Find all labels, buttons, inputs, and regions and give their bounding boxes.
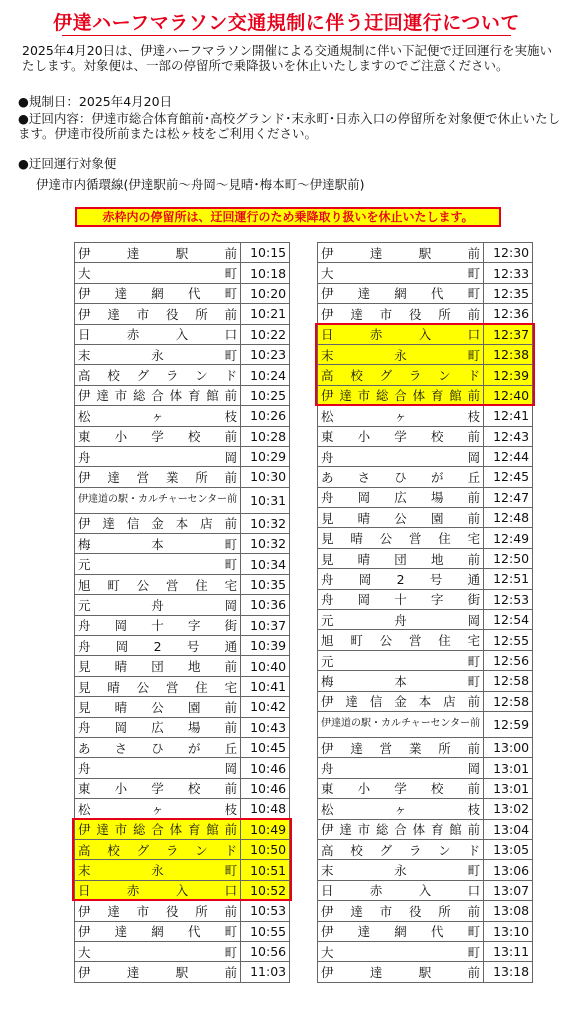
table-row <box>318 304 533 324</box>
stop-name: 旭町公営住宅 <box>75 574 241 594</box>
departure-time: 13:07 <box>484 880 533 900</box>
departure-time: 10:40 <box>241 656 290 676</box>
table-row <box>75 554 290 574</box>
intro-text: 2025年4月20日は、伊達ハーフマラソン開催による交通規制に伴い下記便で迂回運行を実施いたします。対象便は、一部の停留所で乗降扱いを休止いたしますのでご注意ください。 <box>22 43 553 73</box>
table-row <box>318 344 533 364</box>
stop-name: 舟岡2号通 <box>75 636 241 656</box>
stop-name: 高校グランド <box>75 839 241 859</box>
departure-time: 10:22 <box>241 324 290 344</box>
departure-time: 12:47 <box>484 487 533 507</box>
departure-time: 12:56 <box>484 650 533 670</box>
stop-name: 東小学校前 <box>75 426 241 446</box>
departure-time: 12:58 <box>484 691 533 711</box>
stop-name: 見晴公園前 <box>75 697 241 717</box>
table-row <box>75 778 290 798</box>
table-row <box>318 467 533 487</box>
table-row <box>318 283 533 303</box>
departure-time: 13:00 <box>484 737 533 757</box>
departure-time: 10:37 <box>241 615 290 635</box>
table-row <box>318 528 533 548</box>
table-row <box>75 941 290 961</box>
table-row <box>318 799 533 819</box>
departure-time: 10:41 <box>241 676 290 696</box>
stop-name: 舟岡広場前 <box>318 487 484 507</box>
table-row <box>318 406 533 426</box>
table-row <box>75 446 290 466</box>
table-row <box>318 610 533 630</box>
departure-time: 13:02 <box>484 799 533 819</box>
table-row <box>75 799 290 819</box>
table-row <box>75 426 290 446</box>
table-row <box>318 921 533 941</box>
departure-time: 12:37 <box>484 324 533 344</box>
departure-time: 10:15 <box>241 243 290 263</box>
stop-name: 高校グランド <box>318 365 484 385</box>
departure-time: 10:32 <box>241 534 290 554</box>
departure-time: 13:01 <box>484 778 533 798</box>
stop-name: あさひが丘 <box>318 467 484 487</box>
departure-time: 12:55 <box>484 630 533 650</box>
departure-time: 12:45 <box>484 467 533 487</box>
departure-time: 10:20 <box>241 283 290 303</box>
departure-time: 13:18 <box>484 962 533 982</box>
table-row <box>75 574 290 594</box>
departure-time: 12:53 <box>484 589 533 609</box>
table-row <box>318 819 533 839</box>
stop-name: 高校グランド <box>75 365 241 385</box>
table-row <box>318 243 533 263</box>
stop-name: 日赤入口 <box>75 324 241 344</box>
stop-name: 伊達市総合体育館前 <box>75 819 241 839</box>
table-row <box>75 534 290 554</box>
table-row <box>318 860 533 880</box>
departure-time: 10:29 <box>241 446 290 466</box>
table-row <box>318 650 533 670</box>
table-row <box>318 385 533 405</box>
departure-time: 10:31 <box>241 487 290 513</box>
departure-time: 12:38 <box>484 344 533 364</box>
stop-name: 伊達駅前 <box>75 962 241 982</box>
table-row <box>75 615 290 635</box>
departure-time: 10:50 <box>241 839 290 859</box>
departure-time: 10:45 <box>241 737 290 757</box>
detour-detail: ●迂回内容：伊達市総合体育館前･高校グランド･末永町･日赤入口の停留所を対象便で休止いたします。伊達市役所前または松ヶ枝をご利用ください。 <box>18 111 561 141</box>
stop-name: 元舟岡 <box>318 610 484 630</box>
table-row <box>318 446 533 466</box>
table-row <box>318 691 533 711</box>
table-row <box>75 819 290 839</box>
departure-time: 12:36 <box>484 304 533 324</box>
stop-name: 松ヶ枝 <box>75 799 241 819</box>
departure-time: 13:11 <box>484 941 533 961</box>
stop-name: 東小学校前 <box>75 778 241 798</box>
table-row <box>318 671 533 691</box>
stop-name: 伊達網代町 <box>75 283 241 303</box>
departure-time: 10:53 <box>241 901 290 921</box>
table-row <box>318 711 533 737</box>
table-row <box>318 569 533 589</box>
departure-time: 12:44 <box>484 446 533 466</box>
stop-name: 舟岡十字街 <box>75 615 241 635</box>
stop-name: あさひが丘 <box>75 737 241 757</box>
table-row <box>75 406 290 426</box>
departure-time: 10:42 <box>241 697 290 717</box>
table-row <box>318 839 533 859</box>
stop-name: 伊達網代町 <box>318 283 484 303</box>
stop-name: 伊達営業所前 <box>75 467 241 487</box>
departure-time: 10:36 <box>241 595 290 615</box>
stop-name: 元町 <box>75 554 241 574</box>
stop-name: 大町 <box>318 941 484 961</box>
departure-time: 10:51 <box>241 860 290 880</box>
stop-name: 大町 <box>318 263 484 283</box>
stop-name: 日赤入口 <box>75 880 241 900</box>
departure-time: 10:46 <box>241 778 290 798</box>
stop-name: 梅本町 <box>318 671 484 691</box>
table-row <box>75 656 290 676</box>
departure-time: 12:58 <box>484 671 533 691</box>
stop-name: 伊達市役所前 <box>75 901 241 921</box>
stop-name: 大町 <box>75 263 241 283</box>
table-row <box>318 737 533 757</box>
departure-time: 10:28 <box>241 426 290 446</box>
page-title: 伊達ハーフマラソン交通規制に伴う迂回運行について <box>53 12 520 34</box>
table-row <box>318 324 533 344</box>
departure-time: 13:06 <box>484 860 533 880</box>
stop-name: 舟岡十字街 <box>318 589 484 609</box>
stop-name: 見晴公営住宅 <box>75 676 241 696</box>
stop-name: 高校グランド <box>318 839 484 859</box>
departure-time: 10:43 <box>241 717 290 737</box>
stop-name: 東小学校前 <box>318 778 484 798</box>
table-row <box>75 467 290 487</box>
table-row <box>318 487 533 507</box>
table-row <box>75 717 290 737</box>
departure-time: 10:49 <box>241 819 290 839</box>
departure-time: 10:30 <box>241 467 290 487</box>
stop-name: 伊達市総合体育館前 <box>75 385 241 405</box>
departure-time: 12:51 <box>484 569 533 589</box>
departure-time: 10:55 <box>241 921 290 941</box>
stop-name: 松ヶ枝 <box>318 799 484 819</box>
stop-name: 末永町 <box>75 344 241 364</box>
stop-name: 日赤入口 <box>318 880 484 900</box>
notice-banner: 赤枠内の停留所は、迂回運行のため乗降取り扱いを休止いたします。 <box>75 207 501 227</box>
regulation-date: ●規制日：2025年4月20日 <box>18 94 173 109</box>
departure-time: 12:33 <box>484 263 533 283</box>
route-name: 伊達市内循環線(伊達駅前～舟岡～見晴･梅本町～伊達駅前) <box>36 177 365 192</box>
departure-time: 10:18 <box>241 263 290 283</box>
stop-name: 見晴団地前 <box>318 548 484 568</box>
departure-time: 10:48 <box>241 799 290 819</box>
table-row <box>318 365 533 385</box>
departure-time: 12:49 <box>484 528 533 548</box>
departure-time: 10:25 <box>241 385 290 405</box>
table-row <box>75 880 290 900</box>
stop-name: 大町 <box>75 941 241 961</box>
departure-time: 10:21 <box>241 304 290 324</box>
stop-name: 伊達市役所前 <box>318 304 484 324</box>
departure-time: 12:35 <box>484 283 533 303</box>
stop-name: 伊達駅前 <box>75 243 241 263</box>
departure-time: 13:10 <box>484 921 533 941</box>
table-row <box>75 737 290 757</box>
stop-name: 伊達市役所前 <box>75 304 241 324</box>
timetable-left <box>74 242 290 983</box>
table-row <box>75 758 290 778</box>
table-row <box>318 778 533 798</box>
table-row <box>318 880 533 900</box>
stop-name: 見晴公園前 <box>318 508 484 528</box>
table-row <box>75 839 290 859</box>
stop-name: 伊達信金本店前 <box>318 691 484 711</box>
stop-name: 伊達駅前 <box>318 962 484 982</box>
stop-name: 舟岡2号通 <box>318 569 484 589</box>
stop-name: 元町 <box>318 650 484 670</box>
stop-name: 末永町 <box>318 860 484 880</box>
departure-time: 12:48 <box>484 508 533 528</box>
stop-name: 舟岡 <box>75 446 241 466</box>
departure-time: 10:35 <box>241 574 290 594</box>
table-row <box>318 426 533 446</box>
departure-time: 12:54 <box>484 610 533 630</box>
stop-name: 末永町 <box>75 860 241 880</box>
table-row <box>318 758 533 778</box>
stop-name: 旭町公営住宅 <box>318 630 484 650</box>
target-heading: ●迂回運行対象便 <box>18 156 117 171</box>
departure-time: 10:32 <box>241 513 290 533</box>
stop-name: 松ヶ枝 <box>75 406 241 426</box>
table-row <box>318 589 533 609</box>
departure-time: 10:26 <box>241 406 290 426</box>
departure-time: 12:41 <box>484 406 533 426</box>
departure-time: 10:56 <box>241 941 290 961</box>
stop-name: 舟岡 <box>75 758 241 778</box>
departure-time: 13:04 <box>484 819 533 839</box>
stop-name: 伊達市総合体育館前 <box>318 385 484 405</box>
stop-name: 末永町 <box>318 344 484 364</box>
timetable-right <box>317 242 533 983</box>
stop-name: 伊達網代町 <box>75 921 241 941</box>
stop-name: 伊達信金本店前 <box>75 513 241 533</box>
table-row <box>75 676 290 696</box>
title-underline <box>62 35 511 36</box>
stop-name: 伊達市総合体育館前 <box>318 819 484 839</box>
stop-name: 伊達網代町 <box>318 921 484 941</box>
departure-time: 11:03 <box>241 962 290 982</box>
departure-time: 12:39 <box>484 365 533 385</box>
table-row <box>75 487 290 513</box>
table-row <box>318 508 533 528</box>
stop-name: 伊達道の駅・カルチャーセンター前 <box>75 487 241 513</box>
table-row <box>75 365 290 385</box>
stop-name: 見晴団地前 <box>75 656 241 676</box>
departure-time: 12:43 <box>484 426 533 446</box>
stop-name: 舟岡 <box>318 758 484 778</box>
stop-name: 東小学校前 <box>318 426 484 446</box>
table-row <box>75 283 290 303</box>
table-row <box>75 595 290 615</box>
stop-name: 伊達営業所前 <box>318 737 484 757</box>
table-row <box>75 860 290 880</box>
table-row <box>75 344 290 364</box>
table-row <box>318 901 533 921</box>
stop-name: 伊達駅前 <box>318 243 484 263</box>
table-row <box>75 263 290 283</box>
stop-name: 梅本町 <box>75 534 241 554</box>
departure-time: 13:08 <box>484 901 533 921</box>
table-row <box>75 697 290 717</box>
stop-name: 舟岡広場前 <box>75 717 241 737</box>
departure-time: 10:52 <box>241 880 290 900</box>
stop-name: 伊達市役所前 <box>318 901 484 921</box>
departure-time: 12:50 <box>484 548 533 568</box>
table-row <box>75 962 290 982</box>
departure-time: 10:46 <box>241 758 290 778</box>
stop-name: 見晴公営住宅 <box>318 528 484 548</box>
departure-time: 13:01 <box>484 758 533 778</box>
table-row <box>75 513 290 533</box>
table-row <box>318 962 533 982</box>
departure-time: 10:24 <box>241 365 290 385</box>
table-row <box>75 385 290 405</box>
table-row <box>318 941 533 961</box>
stop-name: 伊達道の駅・カルチャーセンター前 <box>318 711 484 737</box>
departure-time: 13:05 <box>484 839 533 859</box>
table-row <box>75 921 290 941</box>
departure-time: 10:34 <box>241 554 290 574</box>
table-row <box>318 548 533 568</box>
stop-name: 日赤入口 <box>318 324 484 344</box>
stop-name: 元舟岡 <box>75 595 241 615</box>
departure-time: 10:23 <box>241 344 290 364</box>
departure-time: 12:59 <box>484 711 533 737</box>
departure-time: 10:39 <box>241 636 290 656</box>
table-row <box>75 324 290 344</box>
departure-time: 12:40 <box>484 385 533 405</box>
table-row <box>318 630 533 650</box>
table-row <box>318 263 533 283</box>
stop-name: 松ヶ枝 <box>318 406 484 426</box>
table-row <box>75 636 290 656</box>
table-row <box>75 243 290 263</box>
table-row <box>75 304 290 324</box>
departure-time: 12:30 <box>484 243 533 263</box>
table-row <box>75 901 290 921</box>
stop-name: 舟岡 <box>318 446 484 466</box>
